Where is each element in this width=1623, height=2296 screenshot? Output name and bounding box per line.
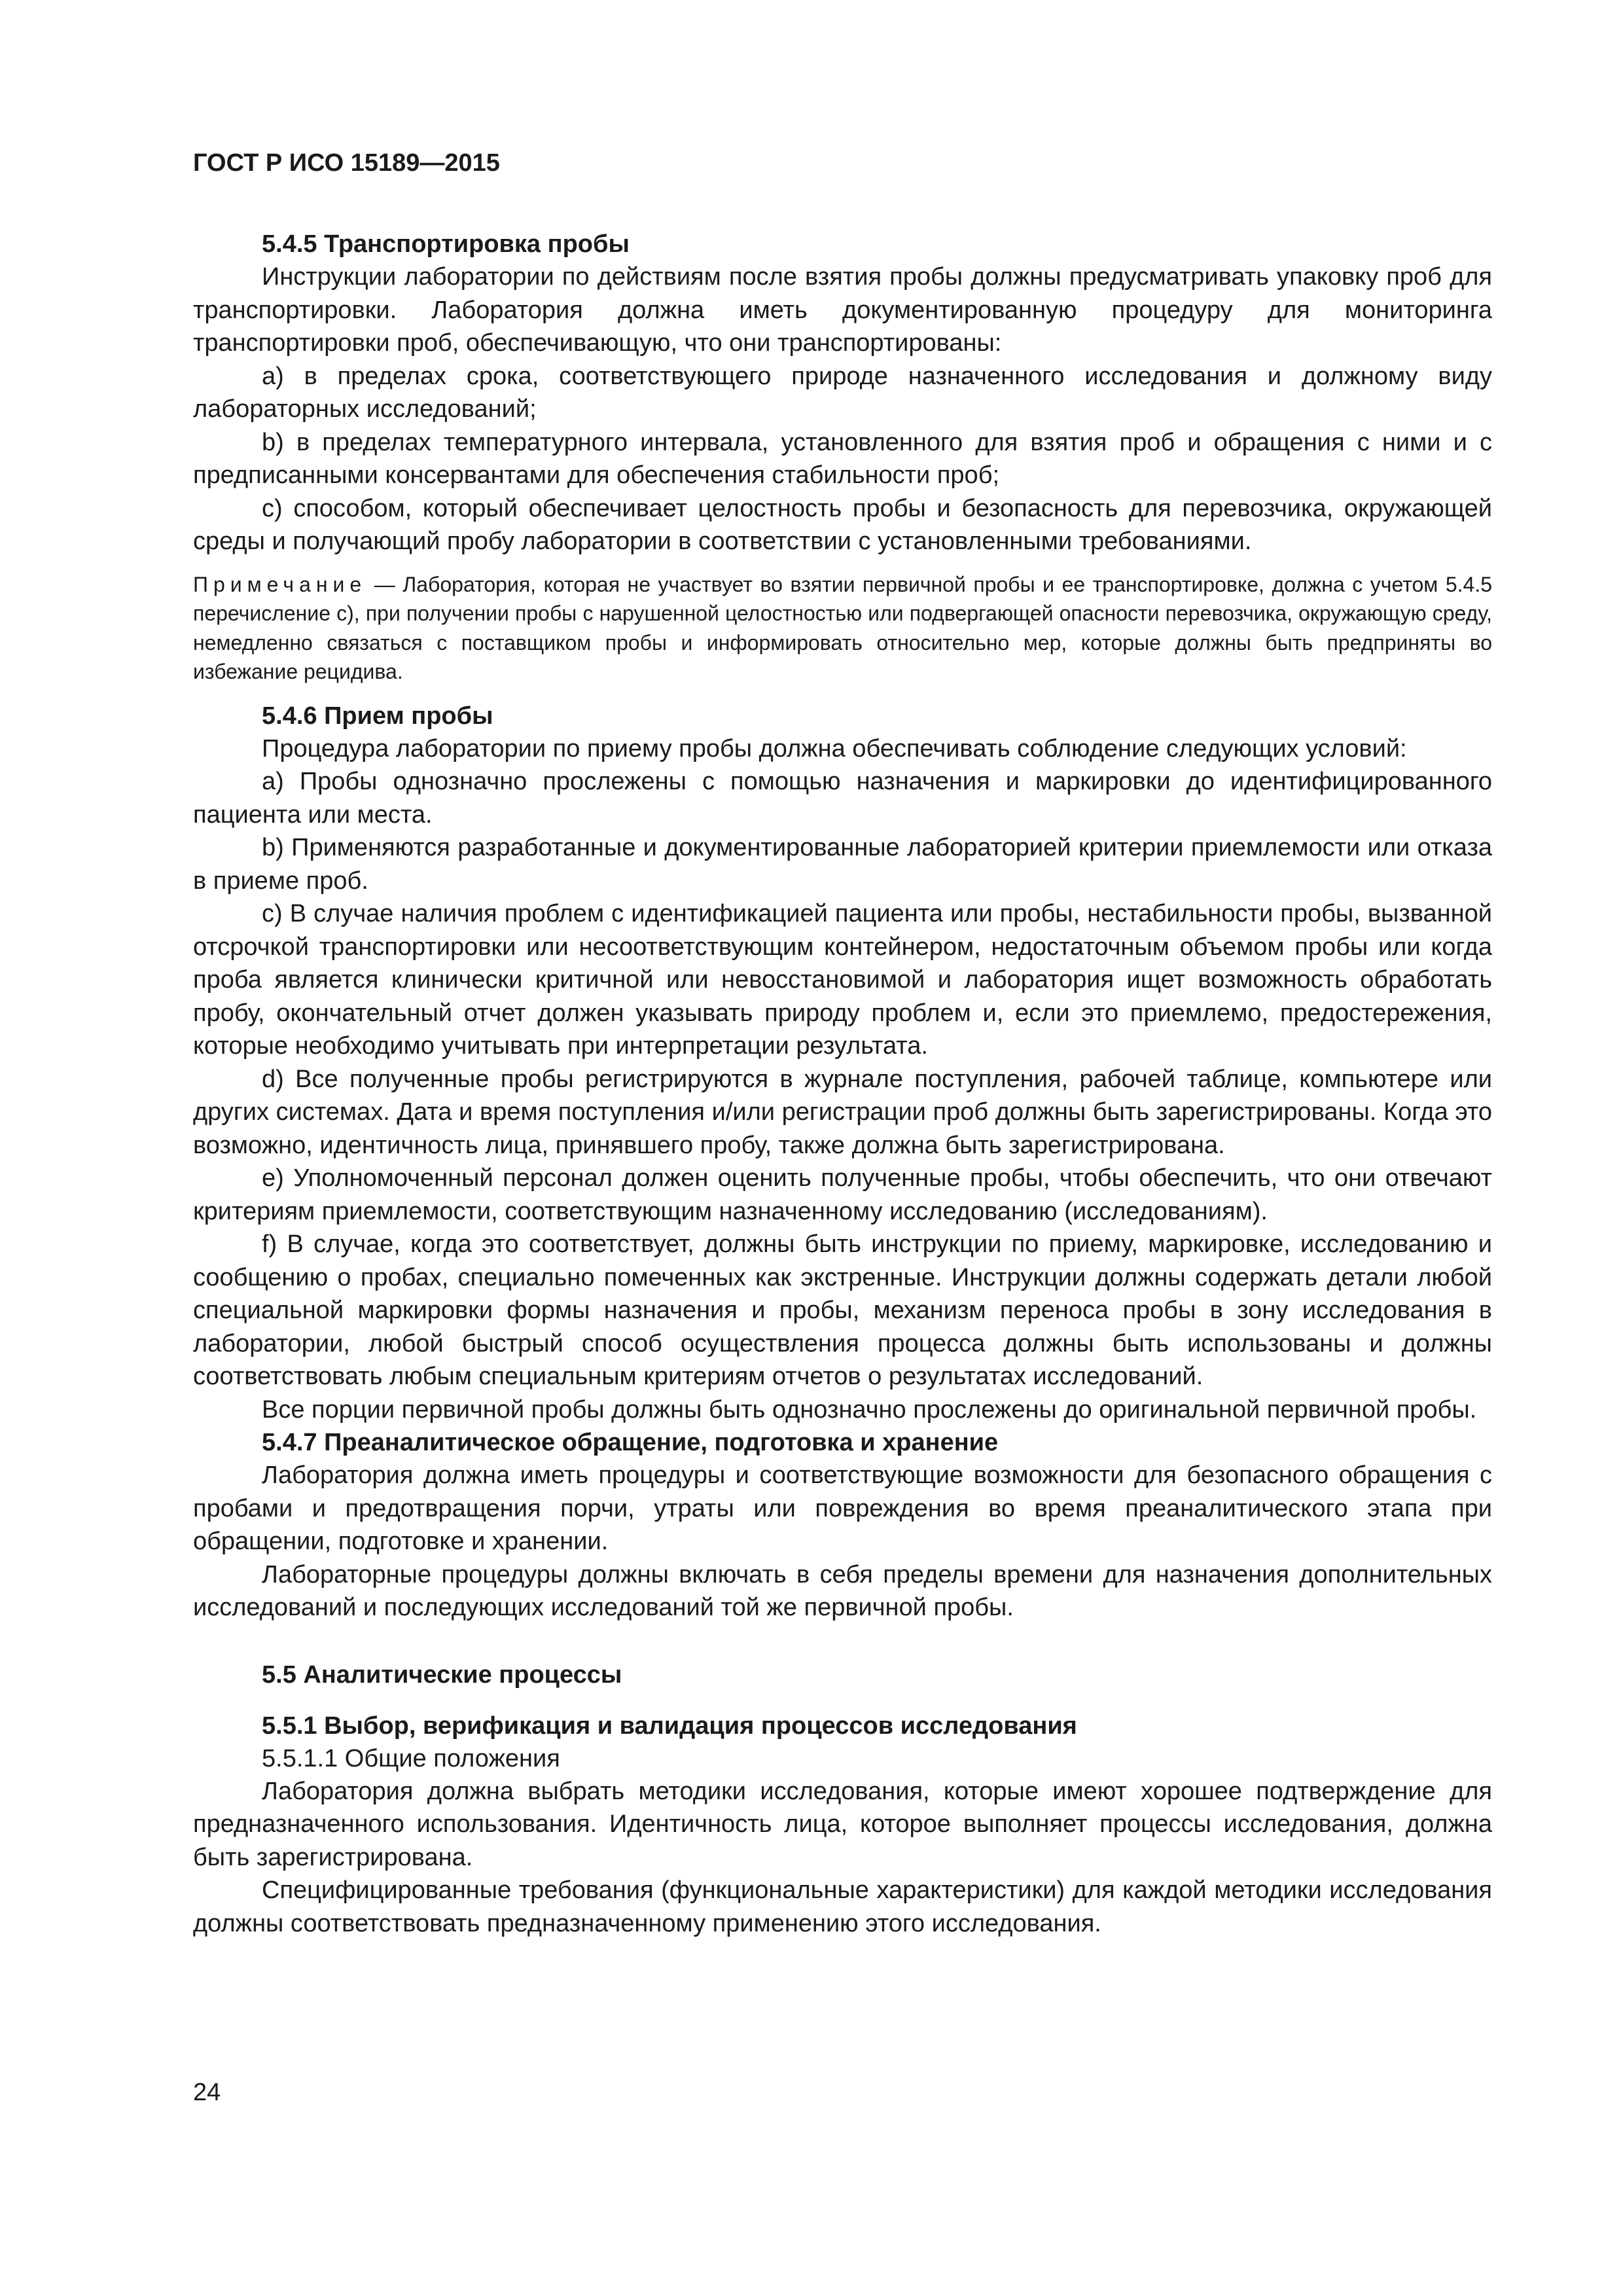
list-item-a: a) в пределах срока, соответствующего природе назначенного исследования и должному виду лабораторных исследований; (193, 362, 1492, 423)
note-text: — Лаборатория, которая не участвует во взятии первичной пробы и ее транспортировке, должна с учетом 5.4.5 перечисление с), при получении пробы с нарушенной целостностью или подвергающей опасности перевозчика, окружающую среду, немедленно связаться с поставщиком пробы и информировать относительно мер, которые должны быть предприняты во избежание рецидива. (193, 572, 1492, 683)
section-title: 5.4.6 Прием пробы (262, 702, 493, 730)
paragraph: Лаборатория должна выбрать методики исследования, которые имеют хорошее подтверждение для предназначенного использования. Идентичность лица, которое выполняет процессы исследования, должна быть зарегистрирована. (193, 1777, 1492, 1871)
document-page (193, 147, 1492, 1940)
paragraph: Все порции первичной пробы должны быть однозначно прослежены до оригинальной первичной пробы. (262, 1395, 1477, 1424)
document-code-header: ГОСТ Р ИСО 15189—2015 (193, 149, 500, 177)
list-item-c: c) В случае наличия проблем с идентификацией пациента или пробы, нестабильности пробы, вызванной отсрочкой транспортировки или несоответствующим контейнером, недостаточным объемом пробы или когда проба является клинически критичной или невосстановимой и лаборатория ищет возможность обработать пробу, окончательный отчет должен указывать природу проблем и, если это приемлемо, предостережения, которые необходимо учитывать при интерпретации результата. (193, 900, 1492, 1060)
paragraph: Специфицированные требования (функциональные характеристики) для каждой методики исследования должны соответствовать предназначенному применению этого исследования. (193, 1876, 1492, 1937)
paragraph: Процедура лаборатории по приему пробы должна обеспечивать соблюдение следующих условий: (262, 734, 1407, 762)
list-item-a: a) Пробы однозначно прослежены с помощью назначения и маркировки до идентифицированного пациента или места. (193, 768, 1492, 829)
paragraph: Лаборатория должна иметь процедуры и соответствующие возможности для безопасного обращения с пробами и предотвращения порчи, утраты или повреждения во время преаналитического этапа при обращении, подготовке и хранении. (193, 1462, 1492, 1555)
paragraph: Инструкции лаборатории по действиям после взятия пробы должны предусматривать упаковку проб для транспортировки. Лаборатория должна иметь документированную процедуру для мониторинга транспортировки проб, обеспечивающую, что они транспортированы: (193, 263, 1492, 357)
note (193, 570, 1492, 687)
section-title: 5.5.1 Выбор, верификация и валидация процессов исследования (262, 1712, 1077, 1740)
list-item-c: c) способом, который обеспечивает целостность пробы и безопасность для перевозчика, окружающей среды и получающий пробу лаборатории в соответствии с установленными требованиями. (193, 494, 1492, 555)
section-title: 5.5 Аналитические процессы (262, 1660, 622, 1689)
section-5-5-1 (193, 1710, 1492, 1941)
paragraph: Лабораторные процедуры должны включать в себя пределы времени для назначения дополнительных исследований и последующих исследований той же первичной пробы. (193, 1560, 1492, 1621)
section-5-4-7 (193, 1426, 1492, 1624)
list-item-e: e) Уполномоченный персонал должен оценить полученные пробы, чтобы обеспечить, что они отвечают критериям приемлемости, соответствующим назначенному исследованию (исследованиям). (193, 1164, 1492, 1225)
section-5-4-5 (193, 228, 1492, 687)
list-item-b: b) в пределах температурного интервала, установленного для взятия проб и обращения с ними и с предписанными консервантами для обеспечения стабильности проб; (193, 428, 1492, 489)
list-item-f: f) В случае, когда это соответствует, должны быть инструкции по приему, маркировке, исследованию и сообщению о пробах, специально помеченных как экстренные. Инструкции должны содержать детали любой специальной маркировки формы назначения и пробы, механизм переноса пробы в зону исследования в лаборатории, любой быстрый способ осуществления процесса должны быть использованы и должны соответствовать любым специальным критериям отчетов о результатах исследований. (193, 1230, 1492, 1390)
page-number: 24 (193, 2079, 221, 2106)
note-label: Примечание (193, 572, 367, 596)
section-5-5 (193, 1659, 1492, 1691)
section-title: 5.4.5 Транспортировка пробы (262, 230, 630, 258)
section-title: 5.4.7 Преаналитическое обращение, подготовка и хранение (262, 1429, 999, 1456)
section-5-4-6 (193, 700, 1492, 1427)
list-item-d: d) Все полученные пробы регистрируются в журнале поступления, рабочей таблице, компьютере или других системах. Дата и время поступления и/или регистрации проб должны быть зарегистрированы. Когда это возможно, идентичность лица, принявшего пробу, также должна быть зарегистрирована. (193, 1065, 1492, 1159)
subsection-title: 5.5.1.1 Общие положения (262, 1744, 560, 1772)
list-item-b: b) Применяются разработанные и документированные лабораторией критерии приемлемости или отказа в приеме проб. (193, 834, 1492, 895)
